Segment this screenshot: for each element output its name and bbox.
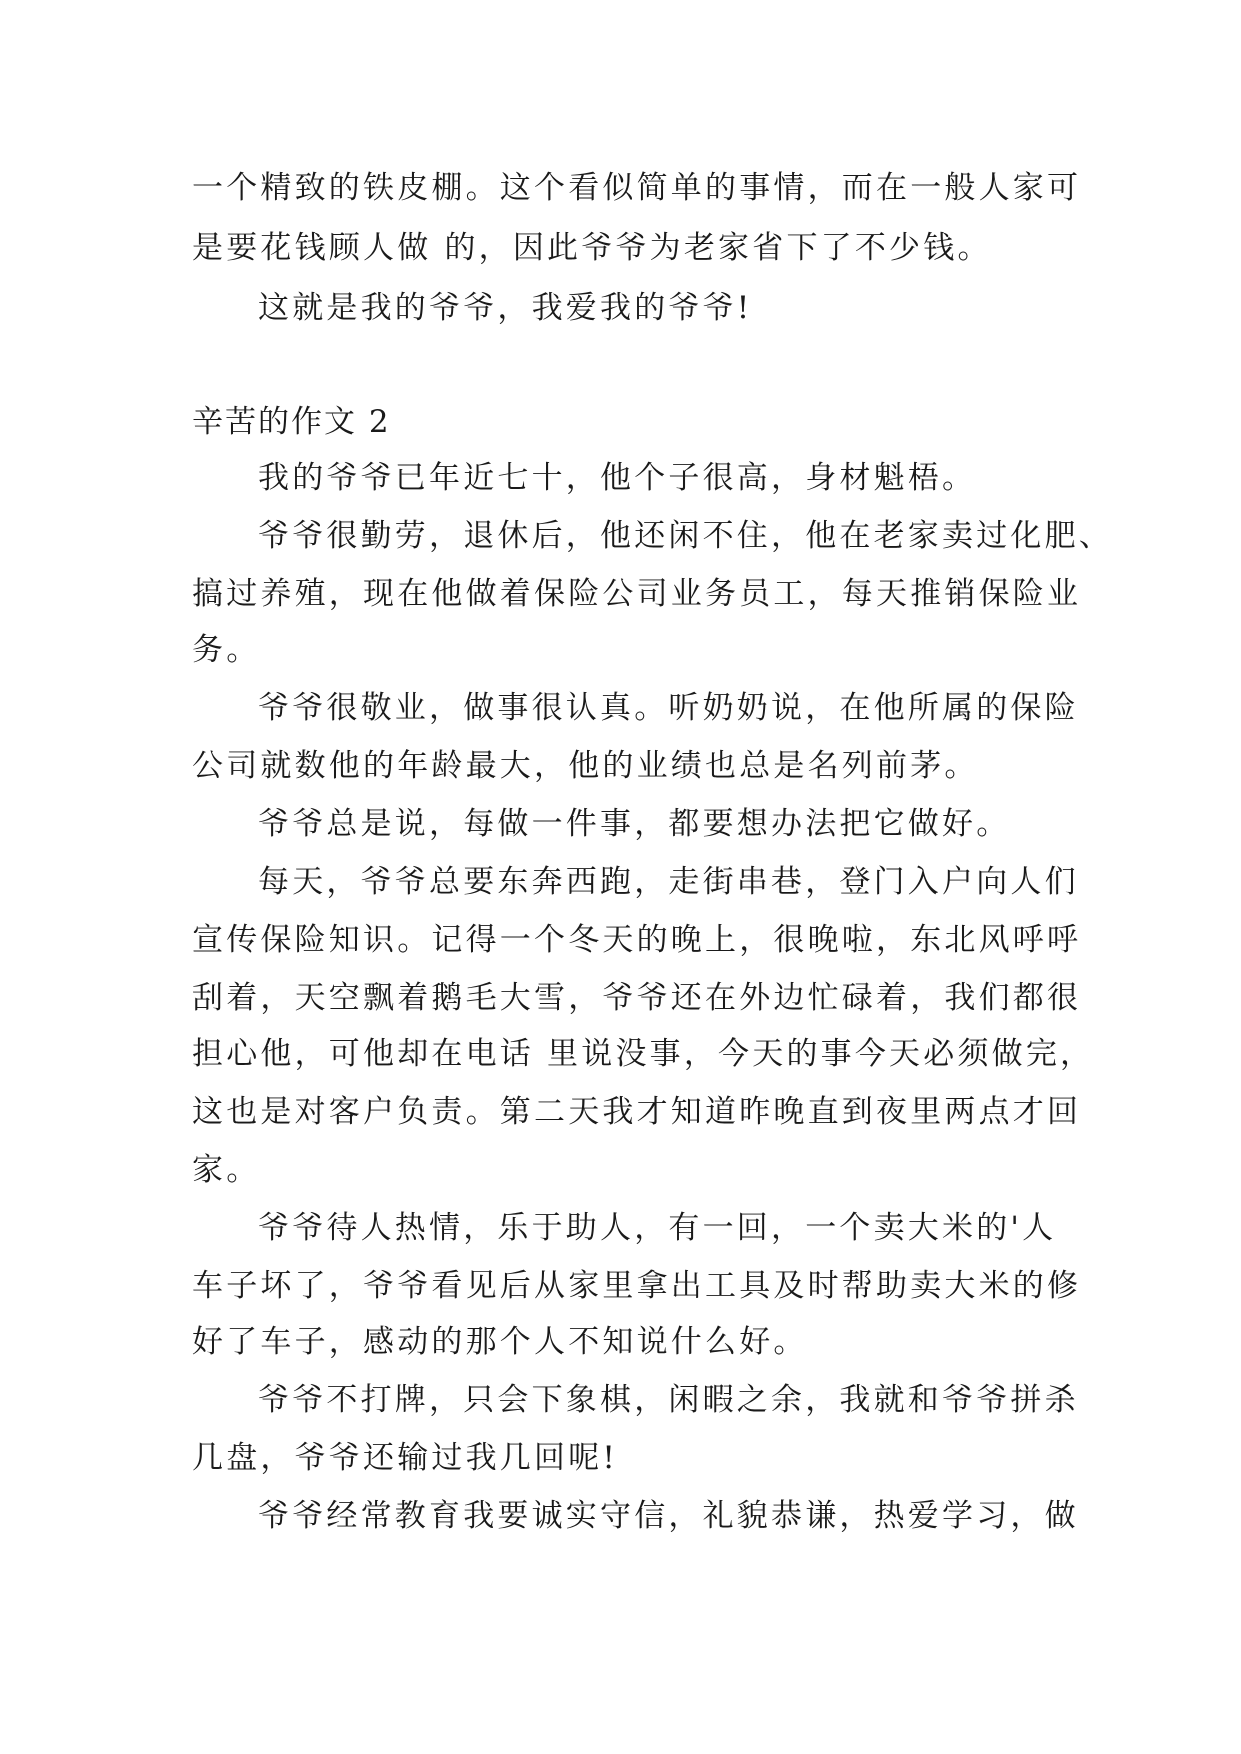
text-line: 爷爷待人热情，乐于助人，有一回，一个卖大米的'人 [258, 1210, 1057, 1246]
section-heading: 辛苦的作文 2 [192, 404, 391, 440]
text-line: 爷爷不打牌，只会下象棋，闲暇之余，我就和爷爷拼杀 [258, 1382, 1079, 1418]
text-line: 爷爷很勤劳，退休后，他还闲不住，他在老家卖过化肥、 [258, 518, 1113, 554]
text-line: 宣传保险知识。记得一个冬天的晚上，很晚啦，东北风呼呼 [192, 922, 1082, 958]
text-line: 公司就数他的年龄最大，他的业绩也总是名列前茅。 [192, 748, 979, 784]
text-line: 是要花钱顾人做 的，因此爷爷为老家省下了不少钱。 [192, 230, 992, 266]
text-line: 爷爷很敬业，做事很认真。听奶奶说，在他所属的保险 [258, 690, 1079, 726]
text-line: 务。 [192, 632, 261, 668]
text-line: 几盘，爷爷还输过我几回呢! [192, 1440, 619, 1476]
text-line: 这也是对客户负责。第二天我才知道昨晚直到夜里两点才回 [192, 1094, 1082, 1130]
text-line: 爷爷经常教育我要诚实守信，礼貌恭谦，热爱学习，做 [258, 1498, 1079, 1534]
text-line: 我的爷爷已年近七十，他个子很高，身材魁梧。 [258, 460, 977, 496]
text-line: 搞过养殖，现在他做着保险公司业务员工，每天推销保险业 [192, 576, 1082, 612]
text-line: 担心他，可他却在电话 里说没事，今天的事今天必须做完， [192, 1036, 1095, 1072]
text-line: 每天，爷爷总要东奔西跑，走街串巷，登门入户向人们 [258, 864, 1079, 900]
text-line: 这就是我的爷爷，我爱我的爷爷! [258, 290, 753, 326]
text-line: 刮着，天空飘着鹅毛大雪，爷爷还在外边忙碌着，我们都很 [192, 980, 1082, 1016]
text-line: 家。 [192, 1152, 261, 1188]
text-line: 爷爷总是说，每做一件事，都要想办法把它做好。 [258, 806, 1011, 842]
text-line: 车子坏了，爷爷看见后从家里拿出工具及时帮助卖大米的修 [192, 1268, 1082, 1304]
text-line: 一个精致的铁皮棚。这个看似简单的事情，而在一般人家可 [192, 170, 1082, 206]
text-line: 好了车子，感动的那个人不知说什么好。 [192, 1324, 808, 1360]
